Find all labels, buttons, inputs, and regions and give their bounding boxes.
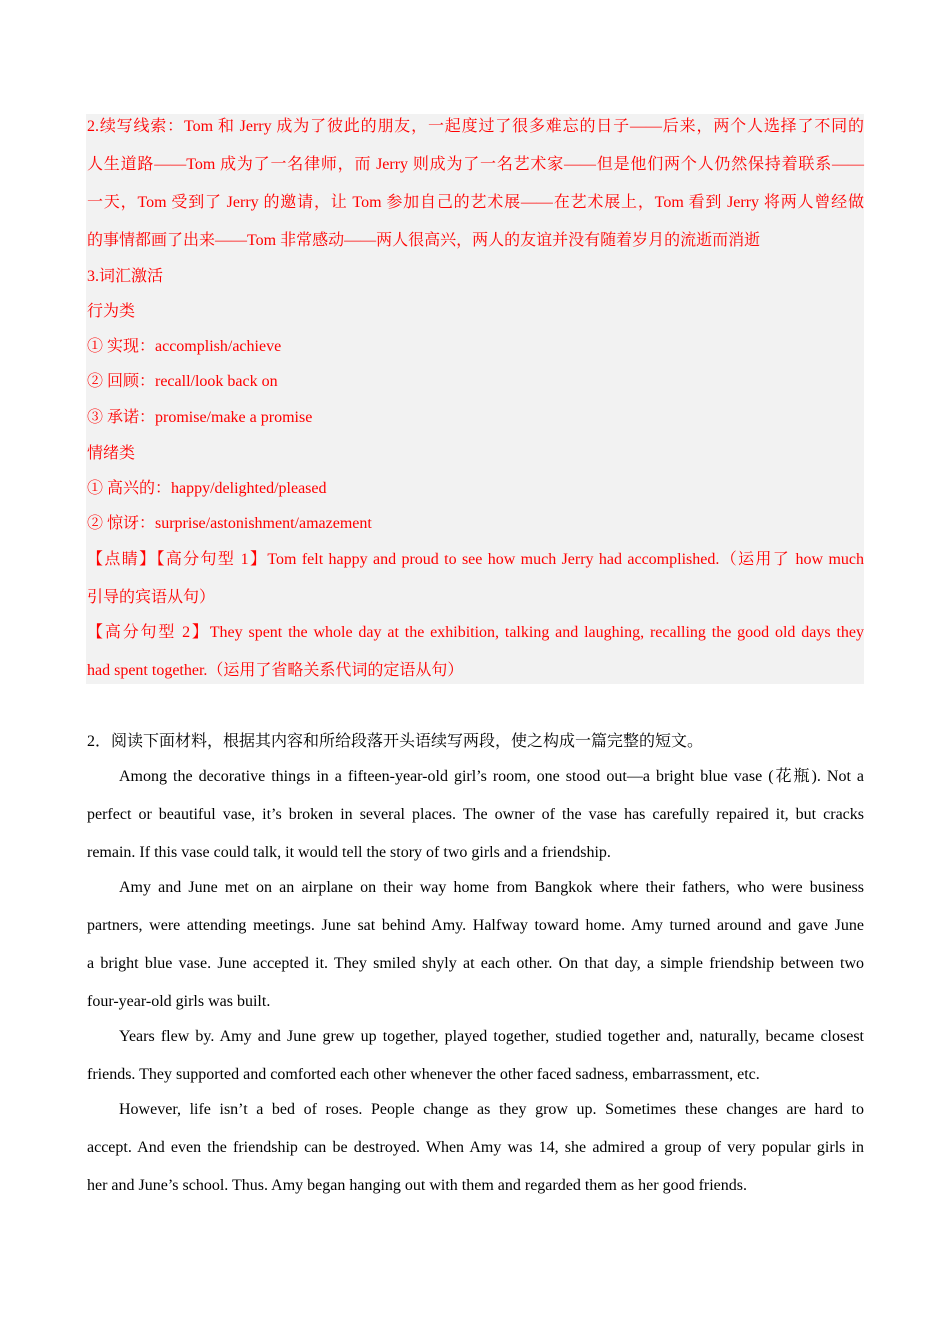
highlight-1-line-2: 引导的宾语从句）: [87, 589, 216, 606]
question-instruction: 2．阅读下面材料，根据其内容和所给段落开头语续写两段，使之构成一篇完整的短文。: [87, 733, 704, 750]
behavior-item-3: ③ 承诺：promise/make a promise: [87, 409, 313, 426]
para1-line-2: perfect or beautiful vase, it’s broken in several places. The owner of the vase has carefully repaired it, but cracks: [87, 806, 864, 823]
highlight-1-line-1: 【点睛】【高分句型 1】Tom felt happy and proud to see how much Jerry had accomplished.（运用了 how much: [87, 551, 864, 568]
para4-line-3: her and June’s school. Thus. Amy began hanging out with them and regarded them as her good friends.: [87, 1177, 748, 1194]
clue-line-4: 的事情都画了出来——Tom 非常感动——两人很高兴，两人的友谊并没有随着岁月的流逝而消逝: [87, 232, 761, 249]
behavior-item-2: ② 回顾：recall/look back on: [87, 373, 278, 390]
para3-line-1: Years flew by. Amy and June grew up together, played together, studied together and, naturally, became closest: [119, 1028, 864, 1045]
para1-line-3: remain. If this vase could talk, it would tell the story of two girls and a friendship.: [87, 844, 611, 861]
emotion-item-2: ② 惊讶：surprise/astonishment/amazement: [87, 515, 372, 532]
category-emotion: 情绪类: [87, 445, 136, 462]
para2-line-2: partners, were attending meetings. June sat behind Amy. Halfway toward home. Amy turned around and gave June: [87, 917, 864, 934]
emotion-item-1: ① 高兴的：happy/delighted/pleased: [87, 480, 327, 497]
vocab-title: 3.词汇激活: [87, 268, 164, 285]
clue-line-2: 人生道路——Tom 成为了一名律师，而 Jerry 则成为了一名艺术家——但是他们两个人仍然保持着联系——: [87, 156, 864, 173]
para1-line-1: Among the decorative things in a fifteen-year-old girl’s room, one stood out—a bright blue vase (花瓶). Not a: [119, 768, 864, 785]
highlight-2-line-2: had spent together.（运用了省略关系代词的定语从句）: [87, 662, 464, 679]
para2-line-1: Amy and June met on an airplane on their way home from Bangkok where their fathers, who were business: [119, 879, 864, 896]
category-behavior: 行为类: [87, 303, 136, 320]
behavior-item-1: ① 实现：accomplish/achieve: [87, 338, 282, 355]
para2-line-3: a bright blue vase. June accepted it. They smiled shyly at each other. On that day, a simple friendship between two: [87, 955, 864, 972]
para2-line-4: four-year-old girls was built.: [87, 993, 271, 1010]
highlight-2-line-1: 【高分句型 2】They spent the whole day at the exhibition, talking and laughing, recalling the good old days they: [87, 624, 864, 641]
para4-line-1: However, life isn’t a bed of roses. People change as they grow up. Sometimes these changes are hard to: [119, 1101, 864, 1118]
para4-line-2: accept. And even the friendship can be destroyed. When Amy was 14, she admired a group of very popular girls in: [87, 1139, 864, 1156]
clue-line-3: 一天，Tom 受到了 Jerry 的邀请，让 Tom 参加自己的艺术展——在艺术展上，Tom 看到 Jerry 将两人曾经做: [87, 194, 864, 211]
clue-line-1: 2.续写线索：Tom 和 Jerry 成为了彼此的朋友，一起度过了很多难忘的日子——后来，两个人选择了不同的: [87, 118, 864, 135]
para3-line-2: friends. They supported and comforted each other whenever the other faced sadness, embarrassment, etc.: [87, 1066, 760, 1083]
